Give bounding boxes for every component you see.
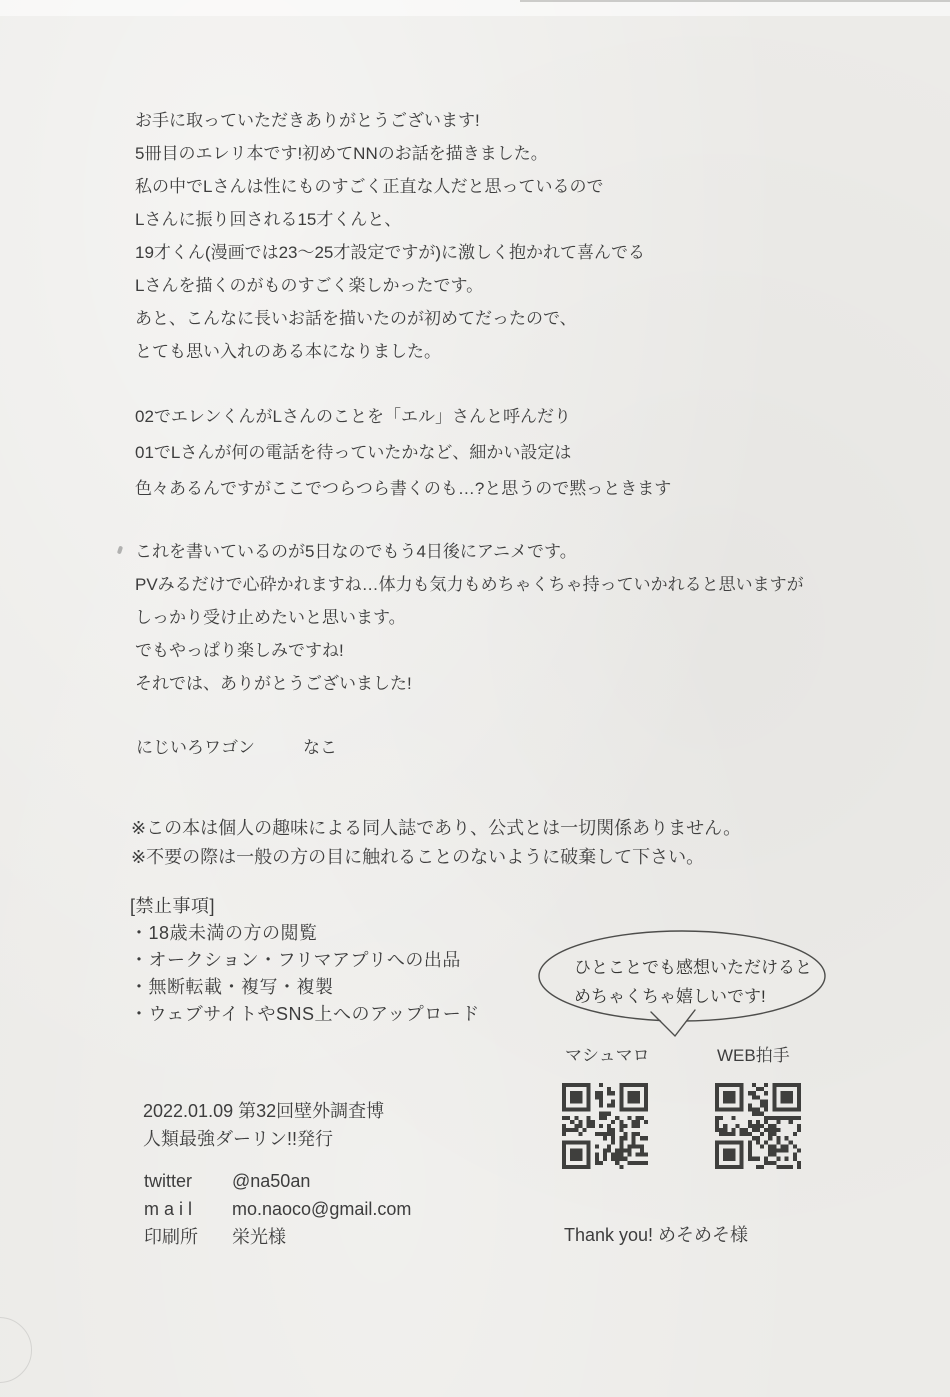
contact-row-mail [144, 1195, 411, 1223]
text-line: 01でLさんが何の電話を待っていたかなど、細かい設定は [135, 443, 572, 462]
event-date-line: 2022.01.09 第32回壁外調査博 [143, 1101, 385, 1121]
prohibited-item: ・オークション・フリマアプリへの出品 [130, 950, 461, 970]
text-line: あと、こんなに長いお話を描いたのが初めてだったので、 [135, 309, 577, 328]
disclaimer-line: ※この本は個人の趣味による同人誌であり、公式とは一切関係ありません。 [131, 818, 742, 838]
issue-line: 人類最強ダーリン!!発行 [143, 1129, 334, 1149]
afterword-paragraph-1 [135, 104, 645, 368]
prohibited-title: [禁止事項] [130, 896, 216, 916]
disclaimer-line: ※不要の際は一般の方の目に触れることのないように破棄して下さい。 [131, 847, 705, 867]
contact-label: twitter [144, 1171, 193, 1191]
text-line: Lさんに振り回される15才くんと、 [135, 210, 402, 229]
contact-row-twitter [144, 1167, 411, 1195]
author-name: なこ [303, 738, 337, 757]
text-line: 02でエレンくんがLさんのことを「エル」さんと呼んだり [135, 407, 571, 426]
text-line: PVみるだけで心砕かれますね…体力も気力もめちゃくちゃ持っていかれると思いますが [135, 575, 804, 594]
text-line: お手に取っていただきありがとうございます! [135, 111, 480, 130]
web-clap-qr-code [715, 1083, 801, 1169]
marshmallow-label: マシュマロ [565, 1046, 650, 1065]
scan-edge-line [520, 0, 950, 2]
text-line: 5冊目のエレリ本です!初めてNNのお話を描きました。 [135, 144, 548, 163]
bubble-line: ひとことでも感想いただけると [574, 958, 812, 977]
thanks-line: Thank you! めそめそ様 [564, 1225, 749, 1245]
contact-row-printer [144, 1223, 411, 1251]
text-line: しっかり受け止めたいと思います。 [135, 608, 406, 627]
scan-light-strip [0, 0, 950, 16]
scan-corner-mark [0, 1317, 32, 1383]
credit-line [136, 733, 337, 758]
circle-name: にじいろワゴン [136, 738, 255, 757]
twitter-handle: @na50an [232, 1171, 311, 1191]
prohibited-item: ・ウェブサイトやSNS上へのアップロード [130, 1004, 480, 1024]
contact-label: m a i l [144, 1199, 193, 1219]
text-line: Lさんを描くのがものすごく楽しかったです。 [135, 276, 484, 295]
text-line: それでは、ありがとうございました! [135, 674, 412, 693]
publication-info [143, 1097, 384, 1153]
contact-label: 印刷所 [144, 1227, 198, 1247]
text-line: 19才くん(漫画では23〜25才設定ですが)に激しく抱かれて喜んでる [135, 243, 646, 262]
text-line: でもやっぱり楽しみですね! [135, 641, 344, 660]
mail-address: mo.naoco@gmail.com [232, 1199, 412, 1219]
prohibited-item: ・18歳未満の方の閲覧 [130, 923, 318, 943]
text-line: これを書いているのが5日なのでもう4日後にアニメです。 [135, 542, 577, 561]
afterword-paragraph-3 [135, 535, 804, 700]
bubble-line: めちゃくちゃ嬉しいです! [574, 987, 766, 1006]
printer-name: 栄光様 [232, 1227, 286, 1247]
scan-artifact [117, 546, 123, 555]
prohibited-items-section [130, 893, 480, 1028]
text-line: とても思い入れのある本になりました。 [135, 342, 441, 361]
disclaimer-notes [131, 814, 741, 872]
prohibited-item: ・無断転載・複写・複製 [130, 977, 334, 997]
afterword-paragraph-2 [135, 399, 671, 507]
web-clap-label: WEB拍手 [717, 1046, 790, 1065]
contact-info [144, 1167, 411, 1251]
text-line: 色々あるんですがここでつらつら書くのも…?と思うので黙っときます [135, 479, 672, 498]
speech-bubble-text [574, 953, 812, 1011]
text-line: 私の中でLさんは性にものすごく正直な人だと思っているので [135, 177, 604, 196]
marshmallow-qr-code [562, 1083, 648, 1169]
